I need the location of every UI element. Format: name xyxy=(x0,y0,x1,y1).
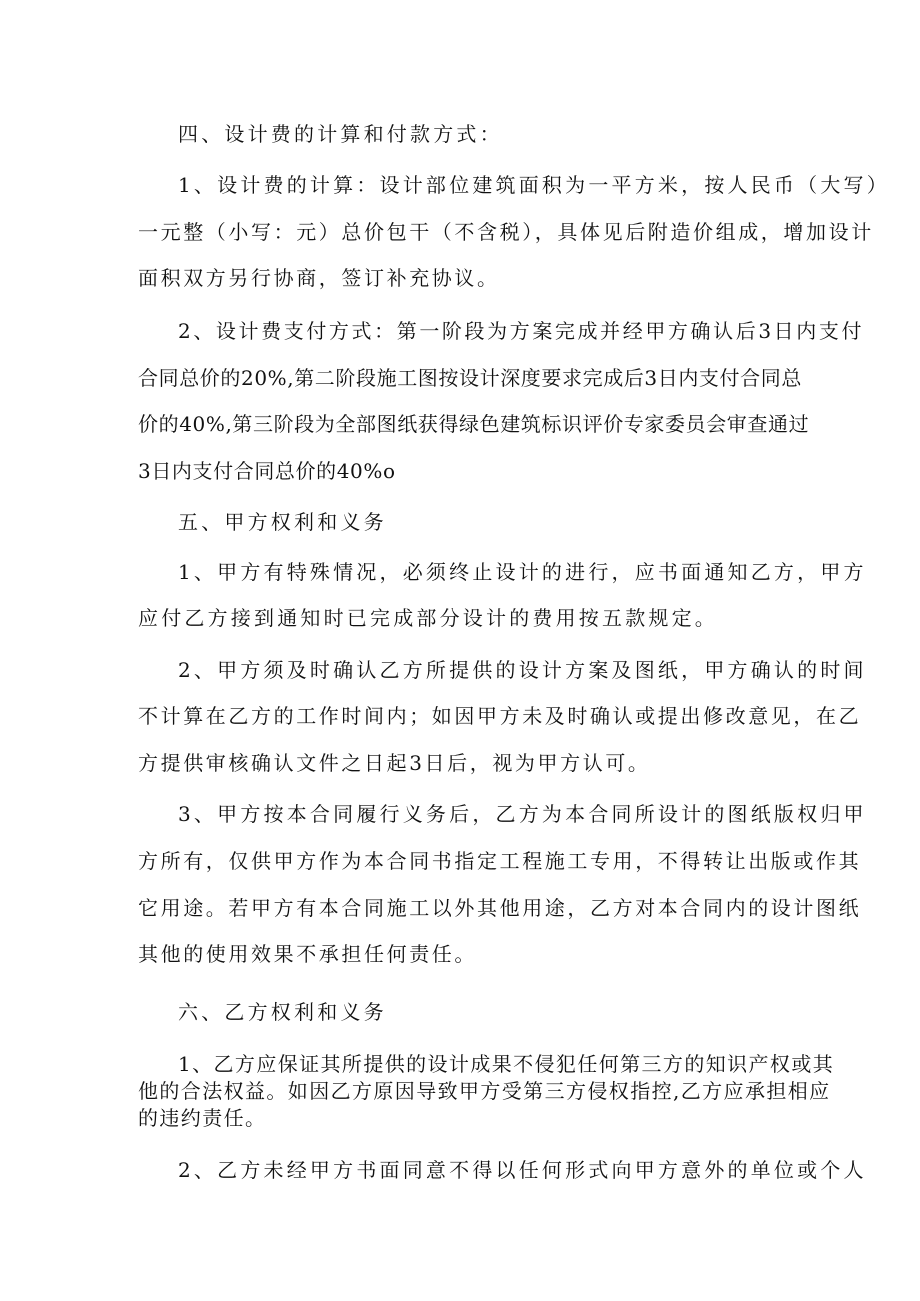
paragraph-line: 1、乙方应保证其所提供的设计成果不侵犯任何第三方的知识产权或其 xyxy=(178,1052,835,1076)
paragraph-line: 不计算在乙方的工作时间内；如因甲方未及时确认或提出修改意见，在乙 xyxy=(138,704,862,728)
section-heading-6: 六、乙方权利和义务 xyxy=(178,1000,387,1024)
paragraph-line: 的违约责任。 xyxy=(138,1106,267,1130)
paragraph-line: 2、甲方须及时确认乙方所提供的设计方案及图纸，甲方确认的时间 xyxy=(178,658,867,682)
paragraph-line: 2、乙方未经甲方书面同意不得以任何形式向甲方意外的单位或个人 xyxy=(178,1158,867,1182)
paragraph-line: 应付乙方接到通知时已完成部分设计的费用按五款规定。 xyxy=(138,606,718,630)
paragraph-line: 3日内支付合同总价的40%o xyxy=(138,459,396,483)
paragraph-line: 一元整（小写：元）总价包干（不含税），具体见后附造价组成，增加设计 xyxy=(138,220,874,244)
paragraph-line: 方所有，仅供甲方作为本合同书指定工程施工专用，不得转让出版或作其 xyxy=(138,849,862,873)
paragraph-line: 面积双方另行协商，签订补充协议。 xyxy=(138,266,500,290)
paragraph-line: 1、设计费的计算：设计部位建筑面积为一平方米，按人民币（大写） xyxy=(178,173,890,197)
paragraph-line: 它用途。若甲方有本合同施工以外其他用途，乙方对本合同内的设计图纸 xyxy=(138,896,862,920)
paragraph-line: 合同总价的20%,第二阶段施工图按设计深度要求完成后3日内支付合同总 xyxy=(138,366,802,390)
paragraph-line: 1、甲方有特殊情况，必须终止设计的进行，应书面通知乙方，甲方 xyxy=(178,560,867,584)
paragraph-line: 方提供审核确认文件之日起3日后，视为甲方认可。 xyxy=(138,751,651,775)
section-heading-5: 五、甲方权利和义务 xyxy=(178,510,387,534)
paragraph-line: 价的40%,第三阶段为全部图纸获得绿色建筑标识评价专家委员会审查通过 xyxy=(138,412,810,436)
paragraph-line: 3、甲方按本合同履行义务后，乙方为本合同所设计的图纸版权归甲 xyxy=(178,802,867,826)
paragraph-line: 他的合法权益。如因乙方原因导致甲方受第三方侵权指控,乙方应承担相应 xyxy=(138,1079,831,1103)
paragraph-line: 2、设计费支付方式：第一阶段为方案完成并经甲方确认后3日内支付 xyxy=(178,319,865,343)
paragraph-line: 其他的使用效果不承担任何责任。 xyxy=(138,942,477,966)
section-heading-4: 四、设计费的计算和付款方式： xyxy=(178,122,503,146)
